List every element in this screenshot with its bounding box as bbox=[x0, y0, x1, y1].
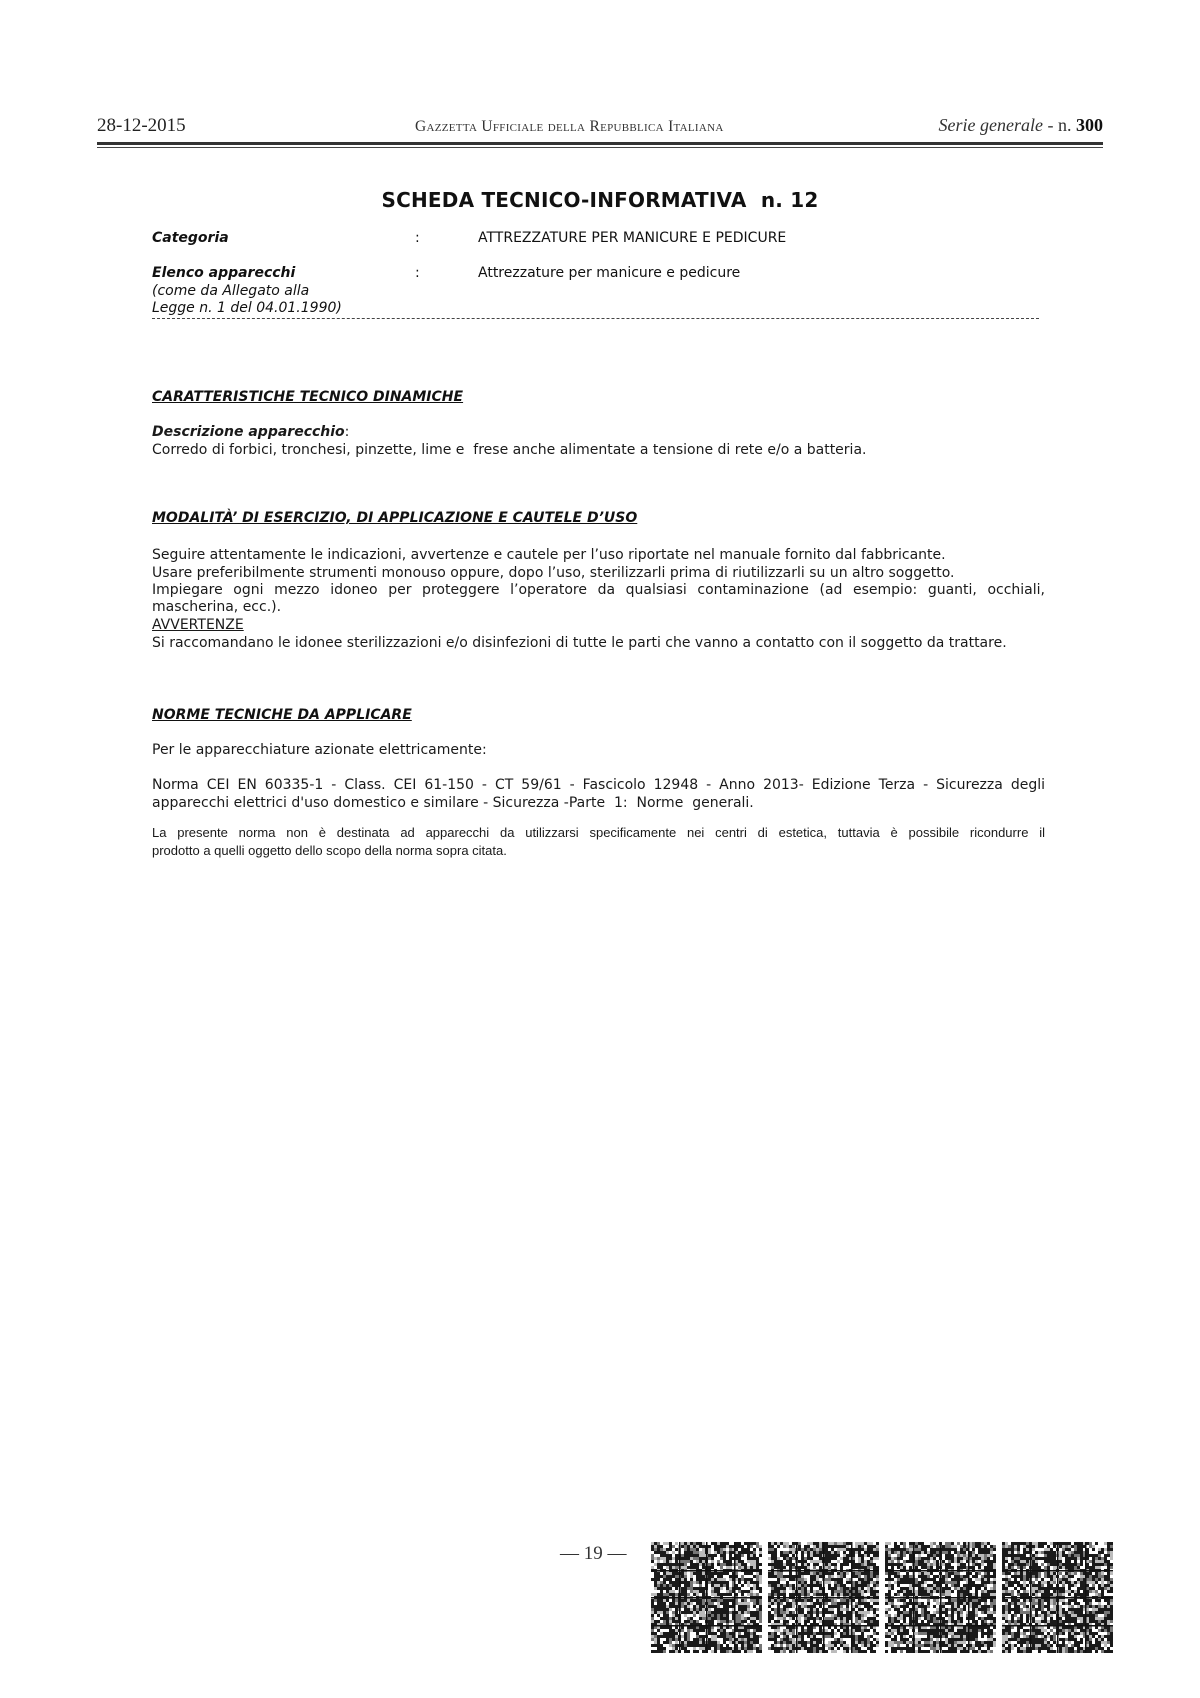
elenco-colon: : bbox=[415, 265, 420, 281]
series-separator: - bbox=[1043, 115, 1058, 135]
descrizione-text: Corredo di forbici, tronchesi, pinzette, lime e frese anche alimentate a tensione di rete e/o a batteria. bbox=[152, 442, 867, 458]
datamatrix-code-icon bbox=[885, 1542, 996, 1653]
modalita-line-4: mascherina, ecc.). bbox=[152, 599, 282, 615]
page-number: — 19 — bbox=[560, 1543, 627, 1564]
publication-date: 28-12-2015 bbox=[97, 115, 186, 136]
modalita-line-3: Impiegare ogni mezzo idoneo per proteggere l’operatore da qualsiasi contaminazione (ad esempio: guanti, occhiali, bbox=[152, 582, 1045, 598]
document-title: SCHEDA TECNICO-INFORMATIVA n. 12 bbox=[381, 188, 819, 212]
dashed-separator bbox=[152, 318, 1039, 319]
section-heading-modalita: MODALITÀ’ DI ESERCIZIO, DI APPLICAZIONE E CAUTELE D’USO bbox=[152, 510, 638, 526]
categoria-label: Categoria bbox=[152, 230, 229, 246]
descrizione-label: Descrizione apparecchio bbox=[152, 424, 345, 440]
elenco-value: Attrezzature per manicure e pedicure bbox=[478, 265, 741, 281]
note-line-1: La presente norma non è destinata ad apparecchi da utilizzarsi specificamente nei centri di estetica, tuttavia è possibile ricondurre il bbox=[152, 825, 1045, 840]
note-line-2: prodotto a quelli oggetto dello scopo della norma sopra citata. bbox=[152, 843, 507, 858]
avvertenze-text: Si raccomandano le idonee sterilizzazioni e/o disinfezioni di tutte le parti che vanno a contatto con il soggetto da trattare. bbox=[152, 635, 1007, 651]
descrizione-line bbox=[152, 424, 349, 440]
elenco-label: Elenco apparecchi bbox=[152, 265, 296, 281]
categoria-value: ATTREZZATURE PER MANICURE E PEDICURE bbox=[478, 230, 787, 246]
modalita-line-1: Seguire attentamente le indicazioni, avvertenze e cautele per l’uso riportate nel manuale fornito dal fabbricante. bbox=[152, 547, 946, 563]
datamatrix-code-icon bbox=[651, 1542, 762, 1653]
categoria-colon: : bbox=[415, 230, 420, 246]
section-heading-caratteristiche: CARATTERISTICHE TECNICO DINAMICHE bbox=[152, 389, 464, 405]
series-info bbox=[939, 115, 1103, 136]
norma-line-2: apparecchi elettrici d'uso domestico e similare - Sicurezza -Parte 1: Norme generali. bbox=[152, 795, 754, 811]
datamatrix-code-icon bbox=[768, 1542, 879, 1653]
elenco-sublabel-1: (come da Allegato alla bbox=[152, 283, 310, 299]
descrizione-colon: : bbox=[344, 424, 350, 440]
datamatrix-code-icon bbox=[1002, 1542, 1113, 1653]
header-rule-thin bbox=[97, 147, 1103, 148]
issue-number: 300 bbox=[1076, 115, 1103, 135]
avvertenze-label: AVVERTENZE bbox=[152, 617, 244, 633]
issue-prefix: n. bbox=[1058, 115, 1072, 135]
publication-name: Gazzetta Ufficiale della Repubblica Italiana bbox=[415, 118, 724, 135]
datamatrix-codes bbox=[651, 1542, 1113, 1653]
series-label: Serie generale bbox=[938, 115, 1043, 135]
header-rule-thick bbox=[97, 142, 1103, 145]
norme-intro: Per le apparecchiature azionate elettricamente: bbox=[152, 742, 487, 758]
elenco-sublabel-2: Legge n. 1 del 04.01.1990) bbox=[152, 300, 342, 316]
modalita-line-2: Usare preferibilmente strumenti monouso oppure, dopo l’uso, sterilizzarli prima di riutilizzarli su un altro soggetto. bbox=[152, 565, 955, 581]
section-heading-norme: NORME TECNICHE DA APPLICARE bbox=[152, 707, 412, 723]
norma-line-1: Norma CEI EN 60335-1 - Class. CEI 61-150 - CT 59/61 - Fascicolo 12948 - Anno 2013- Edizione Terza - Sicurezza degli bbox=[152, 777, 1045, 793]
